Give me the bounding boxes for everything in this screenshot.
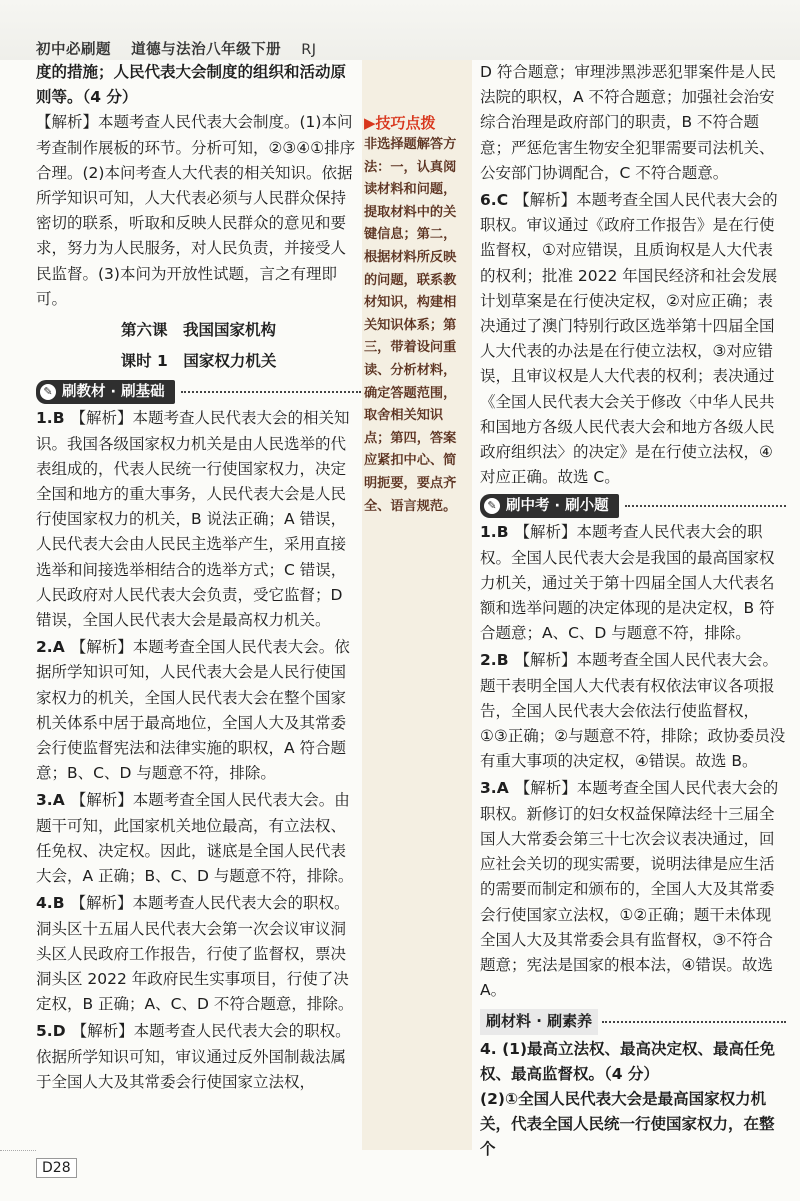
- right-column: [480, 60, 786, 1163]
- item-text: 【解析】本题考查全国人民代表大会。题干表明全国人大代表有权依法审议各项报告，全国人民代表大会依法行使监督权，①③正确；②与题意不符，排除；政协委员没有重大事项的决定权，④错误。故选 B。: [480, 651, 786, 771]
- item-number: 1.: [480, 523, 497, 542]
- book-icon: ✎: [484, 498, 500, 514]
- item-part1: (1)最高立法权、最高决定权、最高任免权、最高监督权。（4 分）: [480, 1039, 776, 1083]
- section-pill: [480, 494, 619, 518]
- page-corner: [0, 1150, 36, 1201]
- question-item: [480, 520, 786, 646]
- item-answer: C: [496, 191, 509, 210]
- item-answer: B: [496, 651, 509, 670]
- tips-title: ▶技巧点拨: [364, 114, 436, 132]
- tips-column: [364, 112, 468, 518]
- item-text: 【解析】本题考查全国人民代表大会。依据所学知识可知，人民代表大会是人民行使国家权力的机关，全国人民代表大会在整个国家机关体系中居于最高地位，全国人大及其常委会行使监督宪法和法律实施的职权，A 符合题意；B、C、D 与题意不符，排除。: [36, 638, 350, 783]
- item-text: 【解析】本题考查全国人民代表大会的职权。新修订的妇女权益保障法经十三届全国人大常委会第三十七次会议表决通过，回应社会关切的现实需要，说明法律是应生活的需要而制定和颁布的，全国人大及其常委会行使国家立法权，①②正确；题干未体现全国人大及其常委会具有监督权，③不符合题意；宪法是国家的根本法，④错误。故选 A。: [480, 779, 779, 1000]
- continued-answer: 度的措施；人民代表大会制度的组织和活动原则等。（4 分）: [36, 63, 347, 107]
- item-answer: D: [52, 1022, 66, 1041]
- item-number: 3.: [36, 791, 53, 810]
- item-number: 6.: [480, 191, 497, 210]
- page-header: [0, 0, 800, 60]
- item-text: 【解析】本题考查人民代表大会的职权。全国人民代表大会是我国的最高国家权力机关，通过关于第十四届全国人大代表名额和选举问题的决定体现的是决定权，B 符合题意；A、C、D 与题意不符，排除。: [480, 523, 775, 643]
- item-part2: (2)①全国人民代表大会是最高国家权力机关，代表全国人民统一行使国家权力，在整个: [480, 1089, 775, 1159]
- page-number: D28: [36, 1158, 77, 1178]
- book-icon: ✎: [40, 384, 56, 400]
- item-answer: A: [52, 791, 65, 810]
- section-label: 刷教材 · 刷基础: [62, 384, 165, 401]
- tips-text: 非选择题解答方法：一，认真阅读材料和问题，提取材料中的关键信息；第二，根据材料所反映的问题，联系教材知识，构建相关知识体系；第三，带着设问重读、分析材料，确定答题范围，取舍相关知识点；第四，答案应紧扣中心、简明扼要，要点齐全、语言规范。: [364, 137, 457, 514]
- item-number: 3.: [480, 779, 497, 798]
- section-exam: [480, 494, 786, 518]
- question-item: [36, 1019, 361, 1095]
- section-label: 刷中考 · 刷小题: [506, 498, 609, 515]
- question-item: [480, 776, 786, 1003]
- item-text: 【解析】本题考查人民代表大会的相关知识。我国各级国家权力机关是由人民选举的代表组成的，代表人民统一行使国家权力，决定全国和地方的重大事务，人民代表大会是人民行使国家权力的机关，B 说法正确；A 错误，人民代表大会由人民民主选举产生，采用直接选举和间接选举相结合的选举方式；C 错误，人民政府对人民代表大会负责，受它监督；D 错误，全国人民代表大会是最高权力机关。: [36, 409, 350, 630]
- question-item: [36, 788, 361, 889]
- section-label: 刷材料 · 刷素养: [480, 1009, 598, 1034]
- item-number: 2.: [36, 638, 53, 657]
- item-text: 【解析】本题考查人民代表大会的职权。洞头区十五届人民代表大会第一次会议审议洞头区人民政府工作报告，行使了监督权，票决洞头区 2022 年政府民生实事项目，行使了决定权，B 正确；A、C、D 不符合题意，排除。: [36, 894, 354, 1014]
- item-answer: B: [496, 523, 509, 542]
- period-title: 课时 1 国家权力机关: [120, 352, 277, 371]
- item-number: 2.: [480, 651, 497, 670]
- section-textbook: [36, 380, 361, 404]
- item-answer: A: [52, 638, 65, 657]
- item-answer: B: [52, 409, 65, 428]
- dotted-rule: [625, 505, 786, 507]
- question-item: [36, 406, 361, 633]
- continued-analysis-right: D 符合题意；审理涉黑涉恶犯罪案件是人民法院的职权，A 不符合题意；加强社会治安综合治理是政府部门的职责，B 不符合题意；严惩危害生物安全犯罪需要司法机关、公安部门协调配合，C 不符合题意。: [480, 63, 776, 182]
- item-number: 1.: [36, 409, 53, 428]
- continued-analysis: 【解析】本题考查人民代表大会制度。(1)本问考查制作展板的环节。分析可知，②③④①排序合理。(2)本问考查人大代表的相关知识。依据所学知识可知，人大代表必须与人民群众保持密切的联系，听取和反映人民群众的意见和要求，努力为人民服务，对人民负责，并接受人民监督。(3)本问为开放性试题，言之有理即可。: [36, 113, 356, 308]
- item-text: 【解析】本题考查全国人民代表大会。由题干可知，此国家机关地位最高，有立法权、任免权、决定权。因此，谜底是全国人民代表大会，A 正确；B、C、D 与题意不符，排除。: [36, 791, 354, 886]
- question-item: [480, 188, 786, 490]
- question-item: [36, 891, 361, 1017]
- header-text: [36, 38, 317, 59]
- question-item: [480, 648, 786, 774]
- item-number: 5.: [36, 1022, 53, 1041]
- section-material: [480, 1009, 786, 1034]
- question-item: [36, 635, 361, 786]
- lesson-title: 第六课 我国国家机构: [120, 321, 276, 340]
- item-answer: A: [496, 779, 509, 798]
- item-text: 【解析】本题考查全国人民代表大会的职权。审议通过《政府工作报告》是在行使监督权，①对应错误，且质询权是人大代表的权利；批准 2022 年国民经济和社会发展计划草案是在行使决定权，②对应正确；表决通过了澳门特别行政区选举第十四届全国人大代表的办法是在行使立法权，③对应错误，且审议权是人大代表的权利；表决通过《全国人民代表大会关于修改〈中华人民共和国地方各级人民代表大会和地方各级人民政府组织法〉的决定》是在行使立法权，④对应正确。故选 C。: [480, 191, 778, 487]
- header-subject: 道德与法治八年级下册: [131, 42, 282, 58]
- dotted-rule: [181, 391, 361, 393]
- item-answer: B: [52, 894, 65, 913]
- item-text: 【解析】本题考查人民代表大会的职权。依据所学知识可知，审议通过反外国制裁法属于全国人大及其常委会行使国家立法权，: [36, 1022, 351, 1091]
- section-pill: [36, 380, 175, 404]
- item-number: 4.: [480, 1039, 497, 1058]
- item-number: 4.: [36, 894, 53, 913]
- question-item: [480, 1037, 786, 1087]
- header-edition: RJ: [301, 42, 317, 58]
- left-column: [36, 60, 361, 1095]
- header-series: 初中必刷题: [36, 42, 111, 58]
- dotted-rule: [602, 1021, 786, 1023]
